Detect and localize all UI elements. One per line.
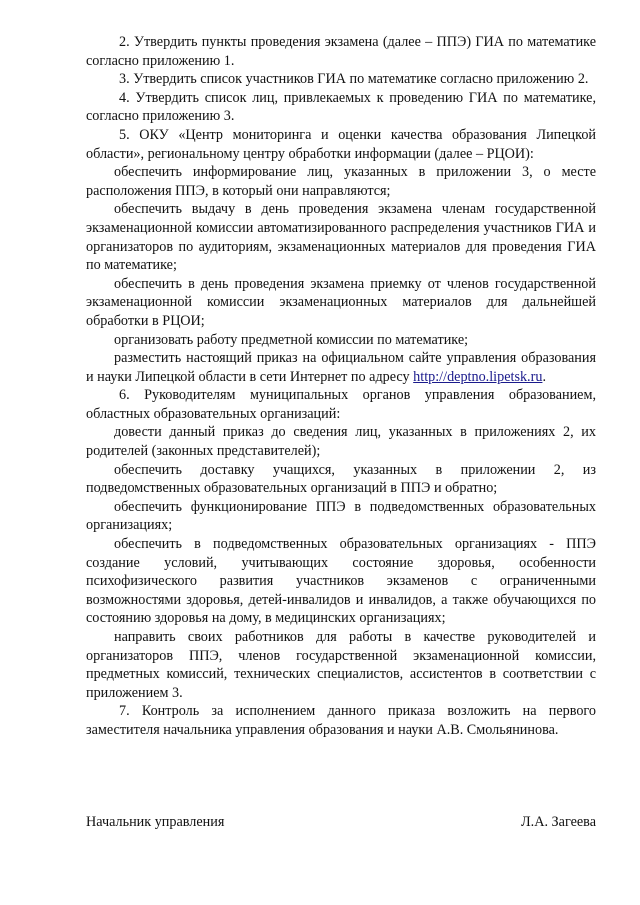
paragraph-7: 7. Контроль за исполнением данного приказа возложить на первого заместителя начальника управления образования и науки А.В. Смольянинова. [86, 703, 596, 738]
item-5-accept-materials: обеспечить в день проведения экзамена приемку от членов государственной экзаменационной комиссии экзаменационных материалов для дальнейшей обработки в РЦОИ; [86, 275, 596, 329]
signature-block [86, 814, 596, 831]
signature-name: Л.А. Загеева [521, 814, 596, 830]
website-link[interactable]: http://deptno.lipetsk.ru [413, 368, 543, 385]
order-body [86, 33, 596, 740]
paragraph-4: 4. Утвердить список лиц, привлекаемых к проведению ГИА по математике, согласно приложению 3. [86, 89, 596, 125]
item-6-delivery: обеспечить доставку учащихся, указанных в приложении 2, из подведомственных образовательных организаций в ППЭ и обратно; [86, 461, 596, 497]
paragraph-2: 2. Утвердить пункты проведения экзамена (далее – ППЭ) ГИА по математике согласно приложению 1. [86, 34, 596, 69]
paragraph-3: 3. Утвердить список участников ГИА по математике согласно приложению 2. [119, 71, 589, 88]
paragraph-5: 5. ОКУ «Центр мониторинга и оценки качества образования Липецкой области», региональному центру обработки информации (далее – РЦОИ): [86, 126, 596, 162]
signature-position: Начальник управления [86, 814, 225, 830]
item-5-subject-commission: организовать работу предметной комиссии по математике; [114, 331, 469, 348]
paragraph-6: 6. Руководителям муниципальных органов управления образованием, областных образовательных организаций: [86, 387, 596, 422]
item-6-conditions: обеспечить в подведомственных образовательных организациях - ППЭ создание условий, учитывающих состояние здоровья, особенности психофизического развития участников экзаменов с ограниченными возможностями здоровья, детей-инвалидов и инвалидов, а также обучающихся по состоянию здоровья на дому, в медицинских организациях; [86, 536, 596, 627]
item-5-issue-materials: обеспечить выдачу в день проведения экзамена членам государственной экзаменационной комиссии автоматизированного распределения участников ГИА и организаторов по аудиториям, экзаменационных материалов для проведения ГИА по математике; [86, 201, 596, 274]
item-6-inform-parents: довести данный приказ до сведения лиц, указанных в приложениях 2, их родителей (законных представителей); [86, 424, 596, 460]
publish-period: . [542, 368, 546, 385]
item-5-inform: обеспечить информирование лиц, указанных в приложении 3, о месте расположения ППЭ, в который они направляются; [86, 164, 596, 199]
item-6-functioning: обеспечить функционирование ППЭ в подведомственных образовательных организациях; [86, 498, 596, 534]
publish-text: разместить настоящий приказ на официальном сайте управления образования и науки Липецкой области в сети Интернет по адресу [86, 350, 596, 385]
item-5-publish [86, 349, 596, 386]
item-6-staff: направить своих работников для работы в качестве руководителей и организаторов ППЭ, членов государственной экзаменационной комиссии, предметных комиссий, технических специалистов, ассистентов в соответствии с приложением 3. [86, 629, 596, 701]
